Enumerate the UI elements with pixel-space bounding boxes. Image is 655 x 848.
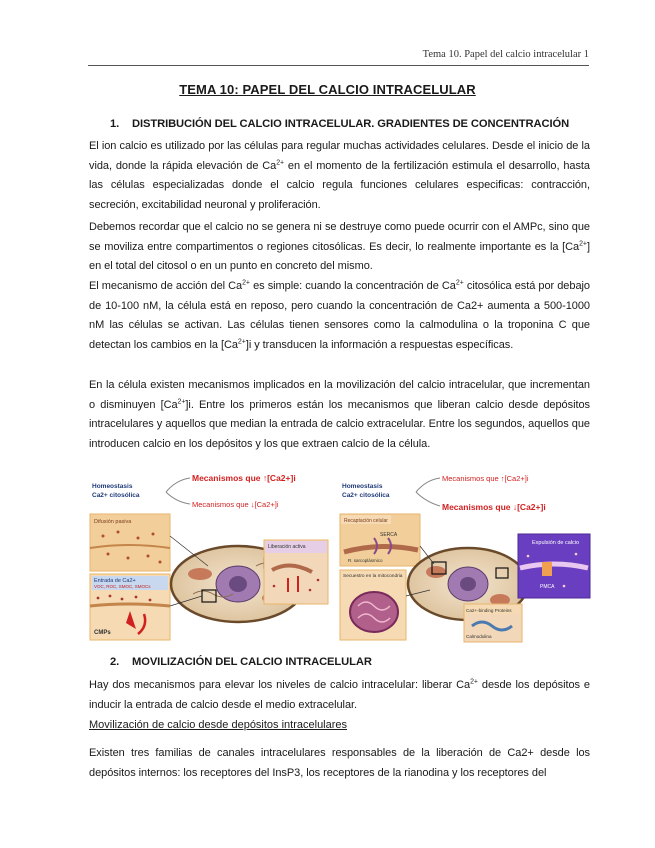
section-1-title: DISTRIBUCIÓN DEL CALCIO INTRACELULAR. GRADIENTES DE CONCENTRACIÓN — [132, 118, 570, 130]
right-panel-binding-sublabel: Calmodulina — [466, 634, 492, 639]
left-homeostasis-line-2: Ca2+ citosólica — [92, 492, 140, 499]
right-panel-mitochondria-label: Secuestro en la mitocondria — [343, 574, 403, 579]
left-panel-entry-sublabel: VOC, ROC, SMOC, SMOCs — [94, 584, 151, 589]
left-panel-release-label: Liberación activa — [268, 544, 306, 550]
left-homeostasis-line-1: Homeostasis — [92, 483, 133, 490]
header-rule — [88, 65, 589, 66]
section-2-paragraph-1: Hay dos mecanismos para elevar los niveles de calcio intracelular: liberar $Ca^{2+}$ desde los depósitos e inducir la entrada de calcio desde el medio extracelular. — [89, 678, 590, 711]
section-2-subheading: Movilización de calcio desde depósitos intracelulares — [89, 719, 348, 731]
section-1-paragraph-1: El ion calcio es utilizado por las células para regular muchas actividades celulares. Desde el inicio de la vida, donde la rápida elevación de $Ca^{2+}$ en el momento de la fertilización estimula el desarrollo, hasta las células especializadas donde el calcio regula funciones celulares especificas: contracción, secreción, excitabilidad neuronal y proliferación. — [89, 140, 590, 211]
left-panel-diffusion-label: Difusión pasiva — [94, 519, 132, 525]
section-1-paragraph-4: En la célula existen mecanismos implicados en la movilización del calcio intracelular, que incrementan o disminuyen $[Ca^{2+}]i$. Entre los primeros están los mecanismos que liberan calcio desde depósitos intracelulares y aquellos que median la entrada de calcio extracelular. Entre los segundos, aquellos que introducen calcio en los depósitos y los que extraen calcio de la célula. — [89, 379, 590, 450]
running-header: Tema 10. Papel del calcio intracelular 1 — [422, 49, 589, 60]
left-increase-label: Mecanismos que ↑[Ca2+]i — [192, 473, 296, 483]
document-title: TEMA 10: PAPEL DEL CALCIO INTRACELULAR — [179, 82, 476, 97]
section-1-heading — [110, 118, 569, 130]
section-2-heading — [110, 656, 372, 668]
section-2-title: MOVILIZACIÓN DEL CALCIO INTRACELULAR — [132, 656, 372, 668]
right-panel-reuptake-sublabel: R. sarcoplásmico — [348, 558, 383, 563]
right-homeostasis-line-1: Homeostasis — [342, 483, 383, 490]
section-2-paragraph-2: Existen tres familias de canales intracelulares responsables de la liberación de Ca2+ desde los depósitos internos: los receptores del InsP3, los receptores de la rianodina y los receptores del — [89, 747, 590, 779]
section-1-number: 1. — [110, 118, 120, 130]
left-decrease-label: Mecanismos que ↓[Ca2+]i — [192, 500, 279, 509]
section-1-paragraph-3: El mecanismo de acción del $Ca^{2+}$ es simple: cuando la concentración de $Ca^{2+}$ citosólica está por debajo de 10-100 nM, la célula está en reposo, pero cuando la concentración de Ca2+ aumenta a 500-1000 nM las células se activan. Las células tienen sensores como la calmodulina o la troponina C que detectan los cambios en la $[Ca^{2+}]i$ y transducen la información a respuestas específicas. — [89, 279, 590, 351]
right-panel-reuptake-label: Recaptación celular — [344, 518, 388, 524]
left-panel-cmps-label: CMPs — [94, 630, 111, 636]
right-panel-pmca-tag: PMCA — [540, 584, 555, 590]
right-panel-extrusion-label: Expulsión de calcio — [532, 540, 580, 546]
right-decrease-label: Mecanismos que ↓[Ca2+]i — [442, 502, 546, 512]
left-panel-entry-label: Entrada de Ca2+ — [94, 578, 136, 584]
calcium-homeostasis-figure — [88, 466, 593, 646]
right-increase-label: Mecanismos que ↑[Ca2+]i — [442, 474, 529, 483]
section-1-paragraph-2: Debemos recordar que el calcio no se genera ni se destruye como puede ocurrir con el AMPc, sino que se moviliza entre compartimentos o regiones citosólicas. Es decir, lo realmente importante es la $[Ca^{2+}]$ en el total del citosol o en un punto en concreto del mismo. — [89, 221, 590, 273]
right-homeostasis-line-2: Ca2+ citosólica — [342, 492, 390, 499]
section-2-number: 2. — [110, 656, 120, 668]
right-panel-binding-label: Ca2+-binding Proteins — [466, 608, 512, 613]
right-panel-serca-tag: SERCA — [380, 532, 398, 538]
